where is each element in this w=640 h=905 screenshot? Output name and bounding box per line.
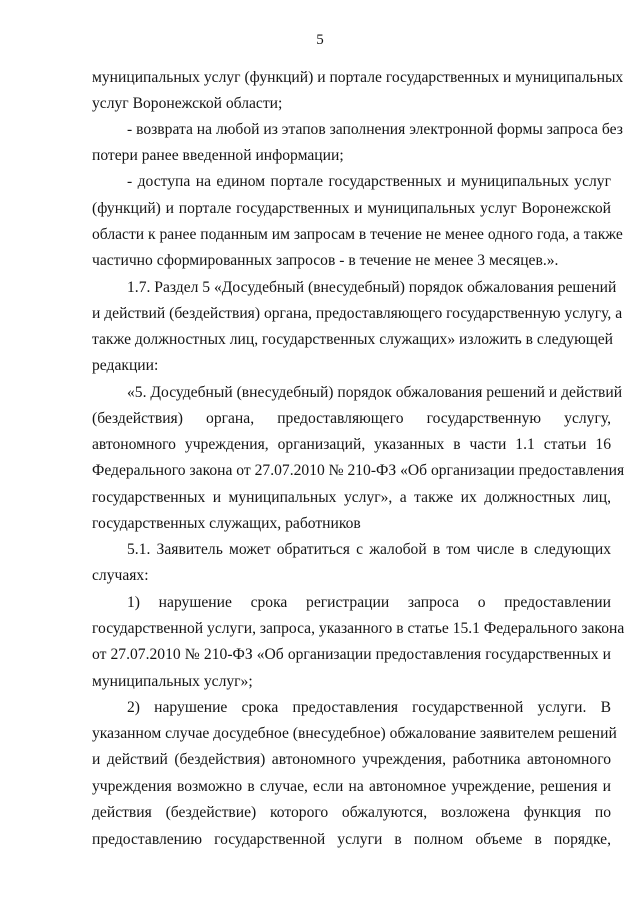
text-line: услуг Воронежской области; bbox=[92, 95, 283, 112]
text-line: - доступа на едином портале государственных и муниципальных услуг bbox=[127, 173, 611, 190]
text-line: Федерального закона от 27.07.2010 № 210-ФЗ «Об организации предоставления bbox=[92, 462, 625, 479]
text-line: (функций) и портале государственных и муниципальных услуг Воронежской bbox=[92, 200, 611, 217]
text-line: (бездействия) органа, предоставляющего государственную услугу, bbox=[92, 410, 611, 427]
text-line: 5.1. Заявитель может обратиться с жалобой в том числе в следующих bbox=[127, 541, 611, 558]
text-line: учреждения возможно в случае, если на автономное учреждение, решения и bbox=[92, 778, 611, 795]
text-line: области к ранее поданным им запросам в течение не менее одного года, а также bbox=[92, 226, 623, 243]
text-line: автономного учреждения, организаций, указанных в части 1.1 статьи 16 bbox=[92, 436, 611, 453]
text-line: государственных служащих, работников bbox=[92, 515, 361, 532]
text-line: и действий (бездействия) автономного учреждения, работника автономного bbox=[92, 751, 611, 768]
text-line: потери ранее введенной информации; bbox=[92, 147, 344, 164]
text-line: и действий (бездействия) органа, предоставляющего государственную услугу, а bbox=[92, 305, 623, 322]
text-line: 1) нарушение срока регистрации запроса о предоставлении bbox=[127, 594, 611, 611]
text-line: «5. Досудебный (внесудебный) порядок обжалования решений и действий bbox=[127, 384, 623, 401]
text-line: редакции: bbox=[92, 357, 159, 374]
text-line: действия (бездействие) которого обжалуются, возложена функция по bbox=[92, 804, 611, 821]
text-line: 2) нарушение срока предоставления государственной услуги. В bbox=[127, 699, 611, 716]
text-line: государственных и муниципальных услуг», а также их должностных лиц, bbox=[92, 489, 611, 506]
text-line: случаях: bbox=[92, 567, 149, 584]
text-line: государственной услуги, запроса, указанного в статье 15.1 Федерального закона bbox=[92, 620, 625, 637]
text-line: указанном случае досудебное (внесудебное) обжалование заявителем решений bbox=[92, 725, 617, 742]
text-line: муниципальных услуг (функций) и портале государственных и муниципальных bbox=[92, 69, 624, 86]
text-line: муниципальных услуг»; bbox=[92, 673, 253, 690]
text-line: - возврата на любой из этапов заполнения электронной формы запроса без bbox=[127, 121, 623, 138]
text-line: предоставлению государственной услуги в полном объеме в порядке, bbox=[92, 831, 611, 848]
text-line: от 27.07.2010 № 210-ФЗ «Об организации предоставления государственных и bbox=[92, 646, 611, 663]
text-line: 1.7. Раздел 5 «Досудебный (внесудебный) порядок обжалования решений bbox=[127, 279, 617, 296]
text-line: также должностных лиц, государственных служащих» изложить в следующей bbox=[92, 331, 613, 348]
text-line: частично сформированных запросов - в течение не менее 3 месяцев.». bbox=[92, 252, 559, 269]
page-number: 5 bbox=[316, 32, 324, 48]
